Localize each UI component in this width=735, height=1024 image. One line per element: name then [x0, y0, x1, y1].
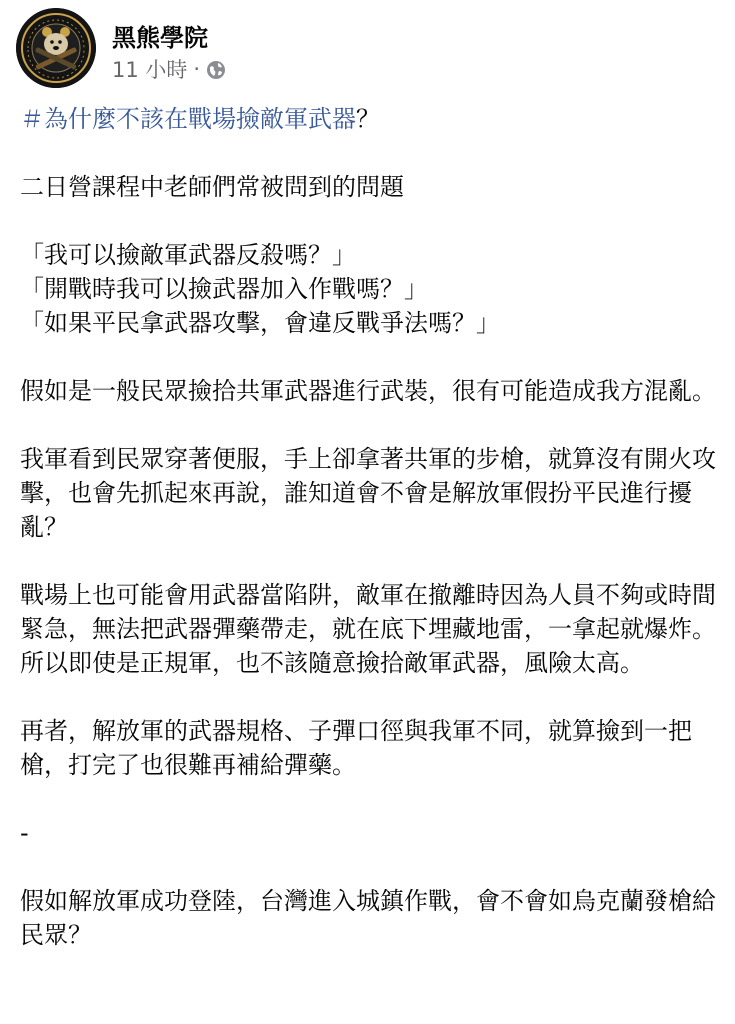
- post-time[interactable]: 11 小時: [112, 58, 188, 82]
- paragraph-quotes: 「我可以撿敵軍武器反殺嗎？」 「開戰時我可以撿武器加入作戰嗎？」 「如果平民拿武器攻擊，會違反戰爭法嗎？」: [20, 241, 500, 337]
- hashtag-link[interactable]: ＃為什麼不該在戰場撿敵軍武器: [20, 105, 356, 133]
- post-body: [20, 102, 720, 986]
- paragraph: 再者，解放軍的武器規格、子彈口徑與我軍不同，就算撿到一把槍，打完了也很難再補給彈藥。: [20, 717, 692, 779]
- section-separator: -: [20, 819, 29, 847]
- hashtag-suffix: ？: [356, 105, 380, 133]
- paragraph: 假如解放軍成功登陸，台灣進入城鎮作戰，會不會如烏克蘭發槍給民眾？: [20, 887, 716, 949]
- avatar[interactable]: [16, 8, 96, 88]
- kuma-academy-logo-icon: [16, 8, 96, 88]
- paragraph: 我軍看到民眾穿著便服，手上卻拿著共軍的步槍，就算沒有開火攻擊，也會先抓起來再說，誰知道會不會是解放軍假扮平民進行擾亂？: [20, 445, 716, 541]
- paragraph: 假如是一般民眾撿拾共軍武器進行武裝，很有可能造成我方混亂。: [20, 377, 716, 405]
- globe-icon[interactable]: [206, 60, 226, 80]
- paragraph: 戰場上也可能會用武器當陷阱，敵軍在撤離時因為人員不夠或時間緊急，無法把武器彈藥帶走，就在底下埋藏地雷，一拿起就爆炸。所以即使是正規軍，也不該隨意撿拾敵軍武器，風險太高。: [20, 581, 716, 677]
- post-meta: [112, 54, 226, 84]
- meta-separator: ·: [193, 57, 201, 81]
- hashtag-line: [20, 102, 720, 136]
- author-name[interactable]: 黑熊學院: [112, 24, 208, 52]
- paragraph: 二日營課程中老師們常被問到的問題: [20, 173, 404, 201]
